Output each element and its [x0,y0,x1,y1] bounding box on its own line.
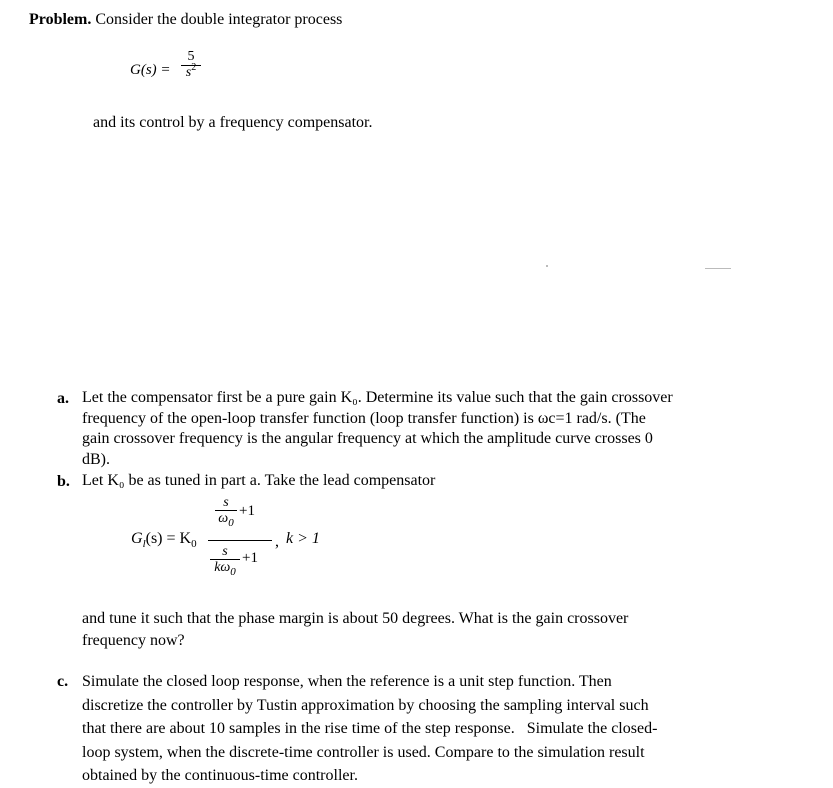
part-c-text: Simulate the closed loop response, when the reference is a unit step function. Then discretize the controller by Tustin approximation by choosing the sampling interval such that there are about 10 samples in the rise time of the step response. Simulate the closed- loop system, when the discrete-time controller is used. Compare to the simulation result obtained by the continuous-time controller. [82,673,658,784]
plant-lhs: G(s) = [130,62,171,78]
lead-lhs: $G_l(s) = K_0$ [131,530,197,550]
problem-heading [29,11,342,29]
part-a-text: Let the compensator first be a pure gain K₀. Determine its value such that the gain crossover frequency of the open-loop transfer function (loop transfer function) is ωc=1 rad/s. (The gain crossover frequency is the angular frequency at which the amplitude curve crosses 0 dB). [82,389,673,468]
lead-condition: k > 1 [286,530,320,547]
problem-after: and its control by a frequency compensator. [93,114,373,131]
lead-numerator-plus-one: +1 [239,503,255,519]
scan-speck [705,268,731,269]
lead-main-bar [208,540,272,541]
problem-intro: Consider the double integrator process [95,11,343,28]
plant-denominator: $s^2$ [185,62,197,80]
lead-denominator-plus-one: +1 [242,550,258,566]
part-c-label: c. [57,673,69,690]
lead-numerator-fraction: s $\omega_0$ [214,495,238,527]
lead-denominator-fraction: s $k\omega_0$ [209,544,241,576]
scan-speck [546,265,548,267]
part-b-label: b. [57,473,70,490]
plant-fraction [180,49,202,81]
part-b-intro: Let K₀ be as tuned in part a. Take the lead compensator [82,472,436,489]
part-b-after: and tune it such that the phase margin is about 50 degrees. What is the gain crossover frequency now? [82,610,629,649]
problem-label: Problem. [29,11,92,28]
part-a-label: a. [57,390,69,407]
plant-numerator: 5 [187,49,195,64]
lead-comma: , [275,533,279,550]
